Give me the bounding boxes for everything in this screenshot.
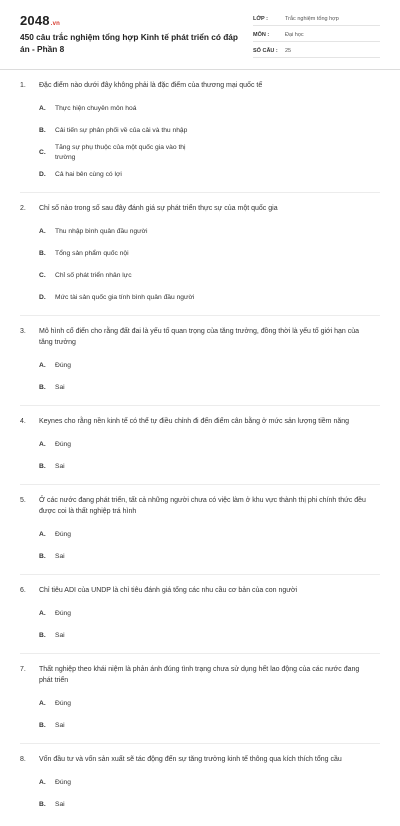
question-body: Keynes cho rằng nền kinh tế có thể tự điều chỉnh đi đến điểm cân bằng ở mức sản lượng tiềm năng (39, 418, 350, 425)
option-text: Sai (55, 632, 65, 639)
site-logo[interactable] (20, 13, 60, 28)
option-letter: A. (39, 531, 46, 538)
question-body: Thất nghiệp theo khái niệm là phản ánh đúng tình trạng chưa sử dụng hết lao động của các nước đang phát triển (39, 666, 360, 684)
option-letter: B. (39, 463, 46, 470)
answer-options (20, 772, 380, 816)
option-a[interactable] (39, 603, 212, 625)
answer-options (20, 603, 380, 647)
question-number: 4. (20, 418, 26, 425)
option-a[interactable] (39, 98, 212, 120)
option-letter: B. (39, 553, 46, 560)
option-text: Mức tài sản quốc gia tính bình quân đầu người (55, 294, 195, 301)
answer-options (20, 98, 380, 186)
question-body: Mô hình cổ điển cho rằng đất đai là yếu tố quan trọng của tăng trưởng, đồng thời là yếu tố giới hạn của tăng trưởng (39, 328, 360, 346)
question-divider (20, 405, 380, 406)
option-b[interactable] (39, 546, 212, 568)
option-letter: B. (39, 250, 46, 257)
question-text (20, 326, 380, 348)
option-b[interactable] (39, 377, 212, 399)
meta-value: 25 (285, 48, 292, 54)
option-a[interactable] (39, 221, 212, 243)
answer-options (20, 221, 380, 309)
question-text (20, 495, 380, 517)
question-text (20, 664, 380, 686)
option-letter: D. (39, 171, 46, 178)
option-b[interactable] (39, 625, 212, 647)
question-text (20, 203, 380, 214)
option-c[interactable] (39, 142, 212, 164)
meta-row-class (253, 13, 380, 26)
option-text: Tổng sản phẩm quốc nội (55, 250, 129, 257)
question-number: 1. (20, 82, 26, 89)
option-a[interactable] (39, 524, 212, 546)
option-text: Sai (55, 801, 65, 808)
meta-label: LỚP : (253, 16, 268, 22)
option-letter: A. (39, 610, 46, 617)
meta-row-subject (253, 29, 380, 42)
option-b[interactable] (39, 456, 212, 478)
answer-options (20, 524, 380, 568)
header-divider (0, 69, 400, 70)
question-item (0, 80, 400, 193)
option-text: Thực hiện chuyên môn hoá (55, 105, 137, 112)
option-a[interactable] (39, 693, 212, 715)
option-text: Cả hai bên cùng có lợi (55, 171, 122, 178)
option-a[interactable] (39, 772, 212, 794)
option-b[interactable] (39, 243, 212, 265)
option-letter: B. (39, 127, 46, 134)
question-body: Vốn đầu tư và vốn sản xuất sẽ tác động đến sự tăng trưởng kinh tế thông qua kích thích tổng cầu (39, 756, 342, 763)
meta-value: Trắc nghiệm tổng hợp (285, 16, 339, 22)
option-letter: C. (39, 149, 46, 156)
option-text: Đúng (55, 610, 71, 617)
question-divider (20, 192, 380, 193)
logo-suffix: .vn (50, 21, 61, 27)
option-letter: B. (39, 801, 46, 808)
option-a[interactable] (39, 355, 212, 377)
option-letter: A. (39, 441, 46, 448)
option-letter: A. (39, 362, 46, 369)
question-text (20, 416, 380, 427)
option-b[interactable] (39, 120, 212, 142)
option-letter: B. (39, 384, 46, 391)
question-text (20, 754, 380, 765)
option-text: Sai (55, 384, 65, 391)
option-text: Chỉ số phát triển nhân lực (55, 272, 132, 279)
question-item (0, 495, 400, 575)
question-number: 8. (20, 756, 26, 763)
option-text: Sai (55, 463, 65, 470)
question-number: 7. (20, 666, 26, 673)
question-divider (20, 484, 380, 485)
option-b[interactable] (39, 715, 212, 737)
option-a[interactable] (39, 434, 212, 456)
option-b[interactable] (39, 794, 212, 816)
question-divider (20, 743, 380, 744)
option-text: Sai (55, 722, 65, 729)
question-number: 5. (20, 497, 26, 504)
question-item (0, 326, 400, 406)
option-text: Cải tiến sự phân phối về của cải và thu nhập (55, 127, 188, 134)
option-letter: B. (39, 632, 46, 639)
meta-label: SỐ CÂU : (253, 48, 278, 54)
option-letter: A. (39, 105, 46, 112)
logo-main: 2048 (20, 13, 50, 28)
option-c[interactable] (39, 265, 212, 287)
option-d[interactable] (39, 287, 212, 309)
option-letter: A. (39, 779, 46, 786)
option-text: Đúng (55, 700, 71, 707)
question-body: Ở các nước đang phát triển, tất cả những người chưa có việc làm ở khu vực thành thị phi chính thức đều được coi là thất nghiệp trá hình (39, 497, 366, 515)
question-body: Chỉ số nào trong số sau đây đánh giá sự phát triển thực sự của một quốc gia (39, 205, 278, 212)
question-item (0, 664, 400, 744)
question-divider (20, 574, 380, 575)
question-divider (20, 653, 380, 654)
option-letter: C. (39, 272, 46, 279)
document-meta (253, 13, 380, 61)
answer-options (20, 693, 380, 737)
question-item (0, 754, 400, 816)
meta-row-count (253, 45, 380, 58)
question-number: 3. (20, 328, 26, 335)
meta-label: MÔN : (253, 32, 270, 38)
question-text (20, 80, 380, 91)
question-list (0, 80, 400, 826)
answer-options (20, 355, 380, 399)
question-body: Chỉ tiêu ADI của UNDP là chỉ tiêu đánh giá tổng các nhu cầu cơ bản của con người (39, 587, 298, 594)
question-divider (20, 315, 380, 316)
question-item (0, 203, 400, 316)
page-header (0, 0, 400, 70)
question-item (0, 416, 400, 485)
question-item (0, 585, 400, 654)
option-text: Tăng sự phụ thuộc của một quốc gia vào thị trường (55, 144, 186, 161)
question-number: 6. (20, 587, 26, 594)
option-text: Thu nhập bình quân đầu người (55, 228, 148, 235)
answer-options (20, 434, 380, 478)
option-d[interactable] (39, 164, 212, 186)
option-text: Đúng (55, 531, 71, 538)
option-text: Đúng (55, 779, 71, 786)
page-title: 450 câu trắc nghiệm tổng hợp Kinh tế phát triển có đáp án - Phần 8 (20, 32, 238, 54)
option-text: Đúng (55, 441, 71, 448)
question-text (20, 585, 380, 596)
question-number: 2. (20, 205, 26, 212)
option-letter: B. (39, 722, 46, 729)
meta-value: Đại học (285, 32, 304, 38)
option-letter: A. (39, 700, 46, 707)
option-text: Sai (55, 553, 65, 560)
option-text: Đúng (55, 362, 71, 369)
option-letter: A. (39, 228, 46, 235)
question-body: Đặc điểm nào dưới đây không phải là đặc điểm của thương mại quốc tế (39, 82, 263, 89)
option-letter: D. (39, 294, 46, 301)
